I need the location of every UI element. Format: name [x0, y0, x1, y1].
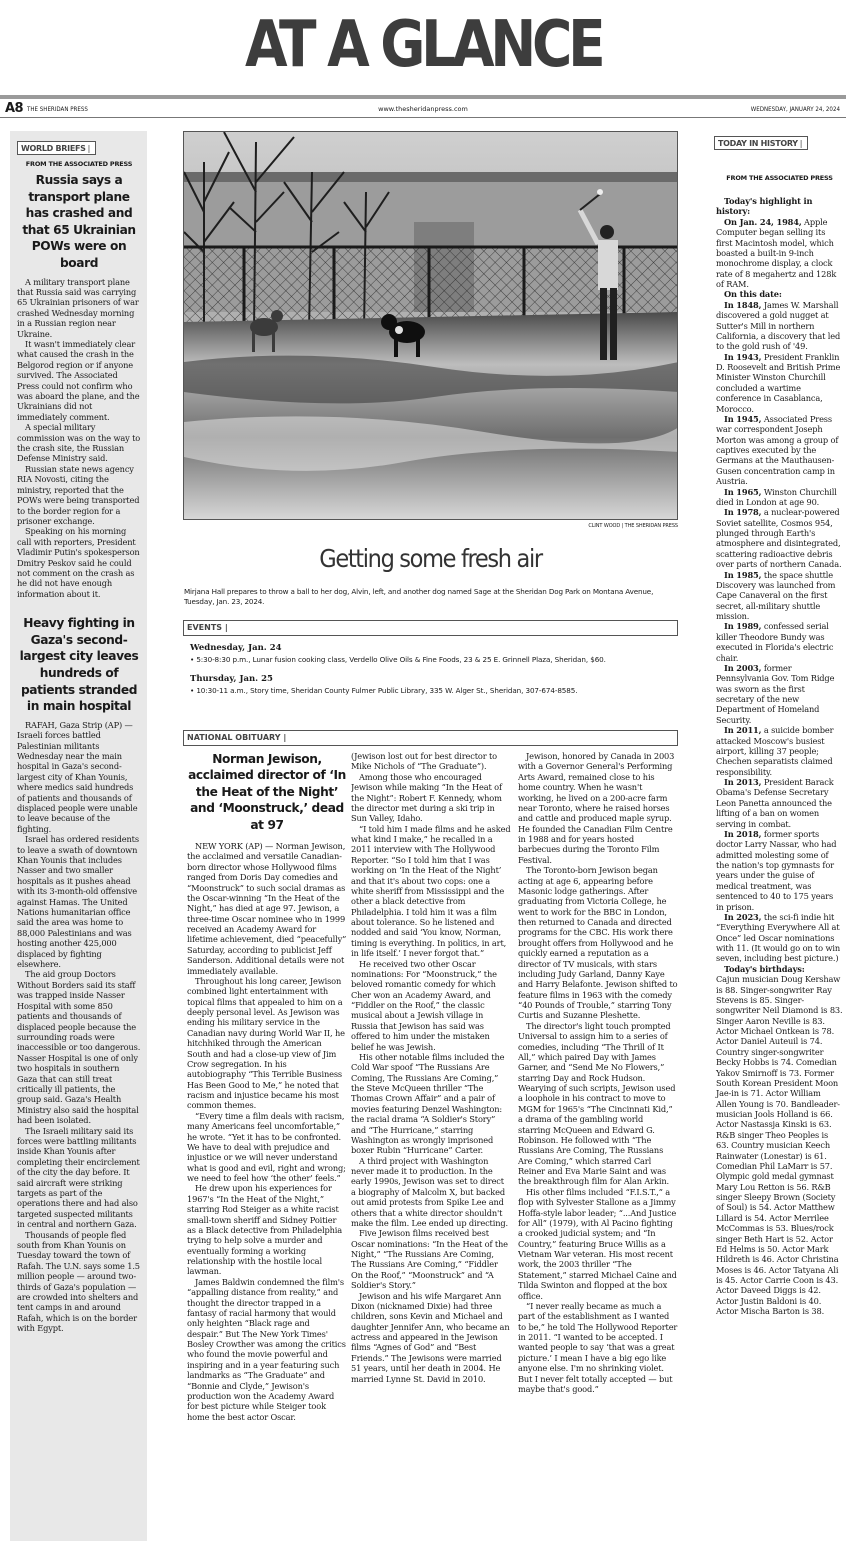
obituary-paragraph: He drew upon his experiences for 1967's “In the Heat of the Night,” starring Rod Steiger as a white racist small-town sheriff and Sidney Poitier as a Black detective from Philadelphia trying to help solve a murder and eventually forming a working relationship with the hostile local lawman. — [187, 1183, 343, 1277]
publication-name: THE SHERIDAN PRESS — [27, 105, 88, 113]
obituary-paragraph: Jewison, honored by Canada in 2003 with a Governor General's Performing Arts Award, remained close to his home country. When he wasn't working, he lived on a 200-acre farm near Toronto, where he raised horses and cattle and produced maple syrup. He founded the Canadian Film Centre in 1988 and for years hosted barbecues during the Toronto Film Festival. — [518, 751, 675, 865]
publication-url: www.thesheridanpress.com — [378, 105, 468, 113]
obituary-paragraph: His other films included “F.I.S.T.,” a flop with Sylvester Stallone as a Jimmy Hoffa-style labor leader; “...And Justice for All” (1979), with Al Pacino fighting a crooked judicial system; and “In Country,” featuring Bruce Willis as a Vietnam War veteran. His most recent work, the 2003 thriller “The Statement,” starred Michael Caine and Tilda Swinton and flopped at the box office. — [518, 1186, 677, 1301]
obituary-paragraph: He received two other Oscar nominations: For “Moonstruck,” the beloved romantic comedy for which Cher won an Academy Award, and “Fiddler on the Roof,” the classic musical about a Jewish village in Russia that Jewison has said was offered to him under the mistaken belief he was Jewish. — [351, 958, 497, 1052]
history-year: In 1945, — [724, 413, 762, 424]
brief-paragraph: The Israeli military said its forces were battling militants inside Khan Younis after completing their encirclement of the city the day before. It said aircraft were striking targets as part of the operations there and had also targeted suspected militants in central and northern Gaza. — [17, 1125, 140, 1230]
history-entry: In 1989, confessed serial killer Theodore Bundy was executed in Florida's electric chair. — [716, 621, 834, 663]
history-year: In 2003, — [724, 662, 762, 673]
obituary-label: NATIONAL OBITUARY | — [183, 730, 678, 746]
photo-caption: Mirjana Hall prepares to throw a ball to her dog, Alvin, left, and another dog named Sage at the Sheridan Dog Park on Montana Avenue, Tuesday, Jan. 23, 2024. — [184, 587, 654, 606]
today-in-history-column — [714, 131, 845, 1545]
history-year: In 1943, — [724, 351, 762, 362]
events-label: EVENTS | — [183, 620, 678, 636]
brief-body-gaza — [17, 720, 141, 1334]
obituary-paragraph: NEW YORK (AP) — Norman Jewison, the acclaimed and versatile Canadian-born director whose Hollywood films ranged from Doris Day comedies and “Moonstruck” to such social dramas as the Oscar-winning “In the Heat of the Night,” has died at age 97. Jewison, a three-time Oscar nominee who in 1999 received an Academy Award for lifetime achievement, died “peacefully” Saturday, according to publicist Jeff Sanderson. Additional details were not immediately available. — [187, 841, 347, 976]
today-in-history-label: TODAY IN HISTORY | — [714, 136, 808, 150]
event-day: Wednesday, Jan. 24 — [190, 643, 282, 653]
obituary-column-1 — [187, 751, 347, 1545]
page-title: AT A GLANCE — [244, 8, 602, 82]
brief-paragraph: Israel has ordered residents to leave a swath of downtown Khan Younis that includes Nasser and two smaller hospitals as it pushes ahead with its 3-month-old offensive against Hamas. The United Nations humanitarian office said the area was home to 88,000 Palestinians and was hosting another 425,000 displaced by fighting elsewhere. — [17, 834, 139, 970]
history-entry: In 1978, a nuclear-powered Soviet satellite, Cosmos 954, plunged through Earth's atmosphere and disintegrated, scattering radioactive debris over parts of northern Canada. — [716, 507, 842, 570]
history-year: In 1985, — [724, 569, 762, 580]
obituary-paragraph: Five Jewison films received best Oscar nominations: “In the Heat of the Night,” “The Russians Are Coming, The Russians Are Coming,” “Fiddler On the Roof,” “Moonstruck” and “A Soldier's Story.” — [351, 1228, 508, 1291]
world-briefs-label: WORLD BRIEFS | — [17, 141, 96, 155]
brief-paragraph: A special military commission was on the way to the crash site, the Russian Defense Ministry said. — [17, 422, 141, 464]
event-item: • 5:30-8:30 p.m., Lunar fusion cooking class, Verdello Olive Oils & Fine Foods, 23 & 25 E. Grinnell Plaza, Sheridan, $60. — [190, 655, 606, 664]
obituary-paragraph: The Toronto-born Jewison began acting at age 6, appearing before Masonic lodge gatherings. After graduating from Victoria College, he went to work for the BBC in London, then returned to Canada and directed programs for the CBC. His work there brought offers from Hollywood and he quickly earned a reputation as a director of TV musicals, with stars including Judy Garland, Danny Kaye and Harry Belafonte. Jewison shifted to feature films in 1963 with the comedy “40 Pounds of Trouble,” starring Tony Curtis and Suzanne Pleshette. — [518, 865, 678, 1021]
obituary-paragraph: “I told him I made films and he asked what kind I make,” he recalled in a 2011 interview with The Hollywood Reporter. “So I told him that I was working on ‘In the Heat of the Night’ and that it's about two cops: one a white sheriff from Mississippi and the other a black detective from Philadelphia. I told him it was a film about tolerance. So he listened and nodded and said ‘You know, Norman, timing is everything. In politics, in art, in life itself.’ I never forgot that.” — [351, 823, 511, 959]
photo-headline: Getting some fresh air — [319, 544, 542, 573]
history-entry: In 1965, Winston Churchill died in London at age 90. — [716, 486, 837, 507]
history-body — [714, 196, 845, 1317]
obituary-headline: Norman Jewison, acclaimed director of ‘In the Heat of the Night’ and ‘Moonstruck,’ dead at 97 — [188, 752, 346, 832]
obituary-paragraph: Among those who encouraged Jewison while making “In the Heat of the Night”: Robert F. Kennedy, whom the director met during a ski trip in Sun Valley, Idaho. — [351, 771, 502, 824]
obituary-paragraph: (Jewison lost out for best director to Mike Nichols of “The Graduate”). — [351, 751, 497, 772]
history-entry: In 2003, former Pennsylvania Gov. Tom Ridge was sworn as the first secretary of the new Department of Homeland Security. — [716, 662, 835, 725]
history-year: In 1965, — [724, 486, 762, 497]
brief-paragraph: It wasn't immediately clear what caused the crash in the Belgorod region or if anyone survived. The Associated Press could not confirm who was aboard the plane, and the Ukrainians did not immediately comment. — [17, 339, 140, 422]
issue-date: WEDNESDAY, JANUARY 24, 2024 — [750, 105, 840, 113]
history-year: On Jan. 24, 1984, — [724, 216, 802, 227]
brief-paragraph: Russian state news agency RIA Novosti, citing the ministry, reported that the POWs were being transported to the border region for a prisoner exchange. — [17, 463, 140, 526]
events-list — [190, 643, 677, 705]
history-year: In 2013, — [724, 777, 762, 787]
world-briefs-source: FROM THE ASSOCIATED PRESS — [25, 160, 133, 168]
history-highlight: On Jan. 24, 1984, Apple Computer began selling its first Macintosh model, which boasted a built-in 9-inch monochrome display, a clock rate of 8 megahertz and 128k of RAM. — [716, 216, 837, 289]
history-year: In 2011, — [724, 725, 762, 736]
dog-park-photo-illustration — [184, 132, 678, 520]
masthead — [0, 0, 846, 100]
history-entry: In 2011, a suicide bomber attacked Moscow's busiest airport, killing 37 people; Chechen separatists claimed responsibility. — [716, 725, 834, 777]
history-highlight-heading: Today's highlight in history: — [716, 196, 813, 217]
history-entry: In 2013, President Barack Obama's Defense Secretary Leon Panetta announced the lifting of a ban on women serving in combat. — [716, 777, 834, 829]
history-entry: In 2018, former sports doctor Larry Nassar, who had admitted molesting some of the nation's top gymnasts for years under the guise of medical treatment, was sentenced to 40 to 175 years in prison. — [716, 828, 837, 912]
obituary-paragraph: Throughout his long career, Jewison combined light entertainment with topical films that appealed to him on a deeply personal level. As Jewison was ending his military service in the Canadian navy during World War II, he hitchhiked through the American South and had a close-up view of Jim Crow segregation. In his autobiography “This Terrible Business Has Been Good to Me,” he noted that racism and injustice became his most common themes. — [187, 975, 345, 1111]
obituary-paragraph: James Baldwin condemned the film's “appalling distance from reality,” and thought the director trapped in a fantasy of racial harmony that would only heighten “Black rage and despair.” But The New York Times' Bosley Crowther was among the critics who found the movie powerful and inspiring and in a year featuring such landmarks as “The Graduate” and “Bonnie and Clyde,” Jewison's production won the Academy Award for best picture while Steiger took home the best actor Oscar. — [187, 1276, 346, 1422]
obituary-paragraph: “Every time a film deals with racism, many Americans feel uncomfortable,” he wrote. “Yet it has to be confronted. We have to deal with prejudice and injustice or we will never understand what is good and evil, right and wrong; we need to feel how ‘the other’ feels.” — [187, 1110, 346, 1184]
dog-park-photo — [183, 131, 678, 520]
event-day: Thursday, Jan. 25 — [190, 674, 273, 684]
history-year: In 2023, — [724, 911, 762, 922]
obituary-paragraph: “I never really became as much a part of the establishment as I wanted to be,” he told The Hollywood Reporter in 2011. “I wanted to be accepted. I wanted people to say ‘that was a great picture.’ I mean I have a big ego like anyone else. I'm no shrinking violet. But I never felt totally accepted — but maybe that's good.” — [518, 1300, 678, 1394]
history-year: In 1848, — [724, 299, 762, 310]
history-year: In 1978, — [724, 507, 762, 518]
brief-body-russia — [17, 277, 141, 600]
masthead-rule — [0, 95, 846, 99]
history-year: In 1989, — [724, 621, 762, 632]
history-source: FROM THE ASSOCIATED PRESS — [726, 174, 833, 182]
photo-credit: CLINT WOOD | THE SHERIDAN PRESS — [588, 523, 678, 529]
obituary-column-3 — [518, 751, 678, 1545]
history-entry: In 2023, the sci-fi indie hit “Everything Everywhere All at Once” led Oscar nominations with 11. (It would go on to win seven, including best picture.) — [716, 911, 841, 964]
brief-headline-russia: Russia says a transport plane has crashed and that 65 Ukrainian POWs were on board — [22, 173, 136, 270]
obituary-column-2 — [351, 751, 511, 1545]
history-entry: In 1945, Associated Press war correspondent Joseph Morton was among a group of captives executed by the Germans at the Mauthausen-Gusen concentration camp in Austria. — [716, 413, 839, 487]
obituary-paragraph: His other notable films included the Cold War spoof “The Russians Are Coming, The Russians Are Coming,” the Steve McQueen thriller “The Thomas Crown Affair” and a pair of movies featuring Denzel Washington: the racial drama “A Soldier's Story” and “The Hurricane,” starring Washington as wrongly imprisoned boxer Rubin “Hurricane” Carter. — [351, 1051, 505, 1156]
brief-paragraph: RAFAH, Gaza Strip (AP) — Israeli forces battled Palestinian militants Wednesday near the main hospital in Gaza's second-largest city of Khan Younis, where medics said hundreds of patients and thousands of displaced people were unable to leave because of the fighting. — [17, 719, 138, 834]
history-entry: In 1985, the space shuttle Discovery was launched from Cape Canaveral on the first secret, all-military shuttle mission. — [716, 569, 836, 621]
brief-paragraph: The aid group Doctors Without Borders said its staff was trapped inside Nasser Hospital with some 850 patients and thousands of displaced people because the surrounding roads were inaccessible or too dangerous. Nasser Hospital is one of only two hospitals in southern Gaza that can still treat critically ill patients, the group said. Gaza's Health Ministry also said the hospital had been isolated. — [17, 969, 141, 1126]
world-briefs-column — [10, 131, 147, 1541]
on-this-date-heading: On this date: — [724, 289, 782, 300]
event-item: • 10:30-11 a.m., Story time, Sheridan County Fulmer Public Library, 335 W. Alger St., Sheridan, 307-674-8585. — [190, 686, 578, 695]
birthdays-text: Cajun musician Doug Kershaw is 88. Singer-songwriter Ray Stevens is 85. Singer-songwriter Neil Diamond is 83. Singer Aaron Neville is 83. Actor Michael Ontkean is 78. Actor Daniel Auteuil is 74. Country singer-songwriter Becky Hobbs is 74. Comedian Yakov Smirnoff is 73. Former South Korean President Moon Jae-in is 71. Actor William Allen Young is 70. Bandleader-musician Jools Holland is 66. Actor Nastassja Kinski is 63. R&B singer Theo Peoples is 63. Country musician Keech Rainwater (Lonestar) is 61. Comedian Phil LaMarr is 57. Olympic gold medal gymnast Mary Lou Retton is 56. R&B singer Sleepy Brown (Society of Soul) is 54. Actor Matthew Lillard is 54. Actor Merrilee McCommas is 53. Blues/rock singer Beth Hart is 52. Actor Ed Helms is 50. Actor Mark Hildreth is 46. Actor Christina Moses is 46. Actor Tatyana Ali is 45. Actor Carrie Coon is 43. Actor Daveed Diggs is 42. Actor Justin Baldoni is 40. Actor Mischa Barton is 38. — [716, 974, 843, 1317]
brief-paragraph: A military transport plane that Russia said was carrying 65 Ukrainian prisoners of war crashed Wednesday morning in a Russian region near Ukraine. — [17, 276, 139, 339]
page-number: A8 — [5, 101, 24, 116]
folio-rule — [0, 117, 846, 118]
folio-bar — [0, 100, 846, 118]
brief-paragraph: Speaking on his morning call with reporters, President Vladimir Putin's spokesperson Dmitry Peskov said he could not comment on the crash as he did not have enough information about it. — [17, 526, 140, 599]
obituary-paragraph: The director's light touch prompted Universal to assign him to a series of comedies, including “The Thrill of It All,” which paired Day with James Garner, and “Send Me No Flowers,” starring Day and Rock Hudson. Wearying of such scripts, Jewison used a loophole in his contract to move to MGM for 1965's “The Cincinnati Kid,” a drama of the gambling world starring McQueen and Edward G. Robinson. He followed with “The Russians Are Coming, The Russians Are Coming,” which starred Carl Reiner and Eva Marie Saint and was the breakthrough film for Alan Arkin. — [518, 1020, 676, 1187]
history-entry: In 1943, President Franklin D. Roosevelt and British Prime Minister Winston Churchill concluded a wartime conference in Casablanca, Morocco. — [716, 351, 841, 414]
brief-headline-gaza: Heavy fighting in Gaza's second-largest city leaves hundreds of patients stranded in main hospital — [19, 616, 139, 714]
brief-paragraph: Thousands of people fled south from Khan Younis on Tuesday toward the town of Rafah. The U.N. says some 1.5 million people — around two-thirds of Gaza's population — are crowded into shelters and tent camps in and around Rafah, which is on the border with Egypt. — [17, 1229, 140, 1334]
obituary-article — [183, 751, 678, 1545]
obituary-paragraph: A third project with Washington never made it to production. In the early 1990s, Jewison was set to direct a biography of Malcolm X, but backed out amid protests from Spike Lee and others that a white director shouldn't make the film. Lee ended up directing. — [351, 1155, 508, 1228]
history-entry: In 1848, James W. Marshall discovered a gold nugget at Sutter's Mill in northern California, a discovery that led to the gold rush of '49. — [716, 299, 841, 352]
obituary-paragraph: Jewison and his wife Margaret Ann Dixon (nicknamed Dixie) had three children, sons Kevin and Michael and daughter Jennifer Ann, who became an actress and appeared in the Jewison films “Agnes of God” and “Best Friends.” The Jewisons were married 51 years, until her death in 2004. He married Lynne St. David in 2010. — [351, 1290, 510, 1384]
history-year: In 2018, — [724, 828, 762, 839]
birthdays-heading: Today's birthdays: — [724, 963, 805, 974]
